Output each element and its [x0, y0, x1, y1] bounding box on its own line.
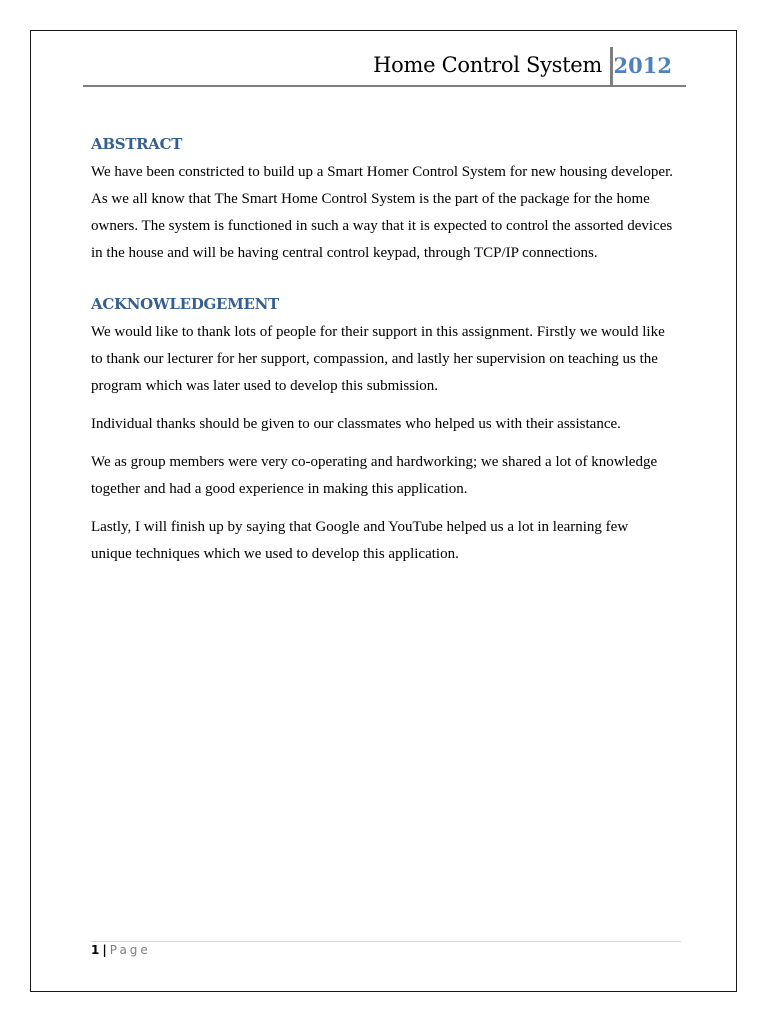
- acknowledgement-line: unique techniques which we used to develop this application.: [91, 546, 459, 562]
- footer-rule: [91, 941, 681, 942]
- document-page: [30, 30, 737, 992]
- acknowledgement-line: We as group members were very co-operating and hardworking; we shared a lot of knowledge: [91, 454, 658, 470]
- acknowledgement-line: Individual thanks should be given to our classmates who helped us with their assistance.: [91, 416, 621, 432]
- abstract-line: As we all know that The Smart Home Control System is the part of the package for the home: [91, 191, 650, 207]
- abstract-line: in the house and will be having central control keypad, through TCP/IP connections.: [91, 245, 598, 261]
- acknowledgement-paragraph: [91, 514, 679, 568]
- acknowledgement-paragraph: [91, 319, 679, 400]
- abstract-line: owners. The system is functioned in such a way that it is expected to control the assorted devices: [91, 218, 673, 234]
- header-title: Home Control System: [373, 53, 602, 77]
- page-number: 1: [91, 943, 100, 957]
- acknowledgement-paragraph: [91, 411, 679, 438]
- acknowledgement-line: to thank our lecturer for her support, compassion, and lastly her supervision on teaching us the: [91, 351, 658, 367]
- document-body: [91, 135, 679, 568]
- acknowledgement-paragraph: [91, 449, 679, 503]
- abstract-line: We have been constricted to build up a Smart Homer Control System for new housing developer.: [91, 164, 673, 180]
- acknowledgement-line: together and had a good experience in making this application.: [91, 481, 468, 497]
- abstract-heading: ABSTRACT: [91, 135, 183, 153]
- acknowledgement-heading: ACKNOWLEDGEMENT: [91, 295, 279, 313]
- acknowledgement-line: Lastly, I will finish up by saying that Google and YouTube helped us a lot in learning few: [91, 519, 629, 535]
- header-year: 2012: [613, 53, 672, 78]
- acknowledgement-line: program which was later used to develop this submission.: [91, 378, 439, 394]
- page-header: [83, 47, 686, 87]
- abstract-paragraph: [91, 159, 679, 267]
- footer-separator: |: [102, 943, 107, 957]
- page-label: Page: [109, 943, 151, 957]
- acknowledgement-line: We would like to thank lots of people for their support in this assignment. Firstly we would like: [91, 324, 665, 340]
- page-footer: [91, 943, 151, 957]
- header-divider: [610, 47, 613, 85]
